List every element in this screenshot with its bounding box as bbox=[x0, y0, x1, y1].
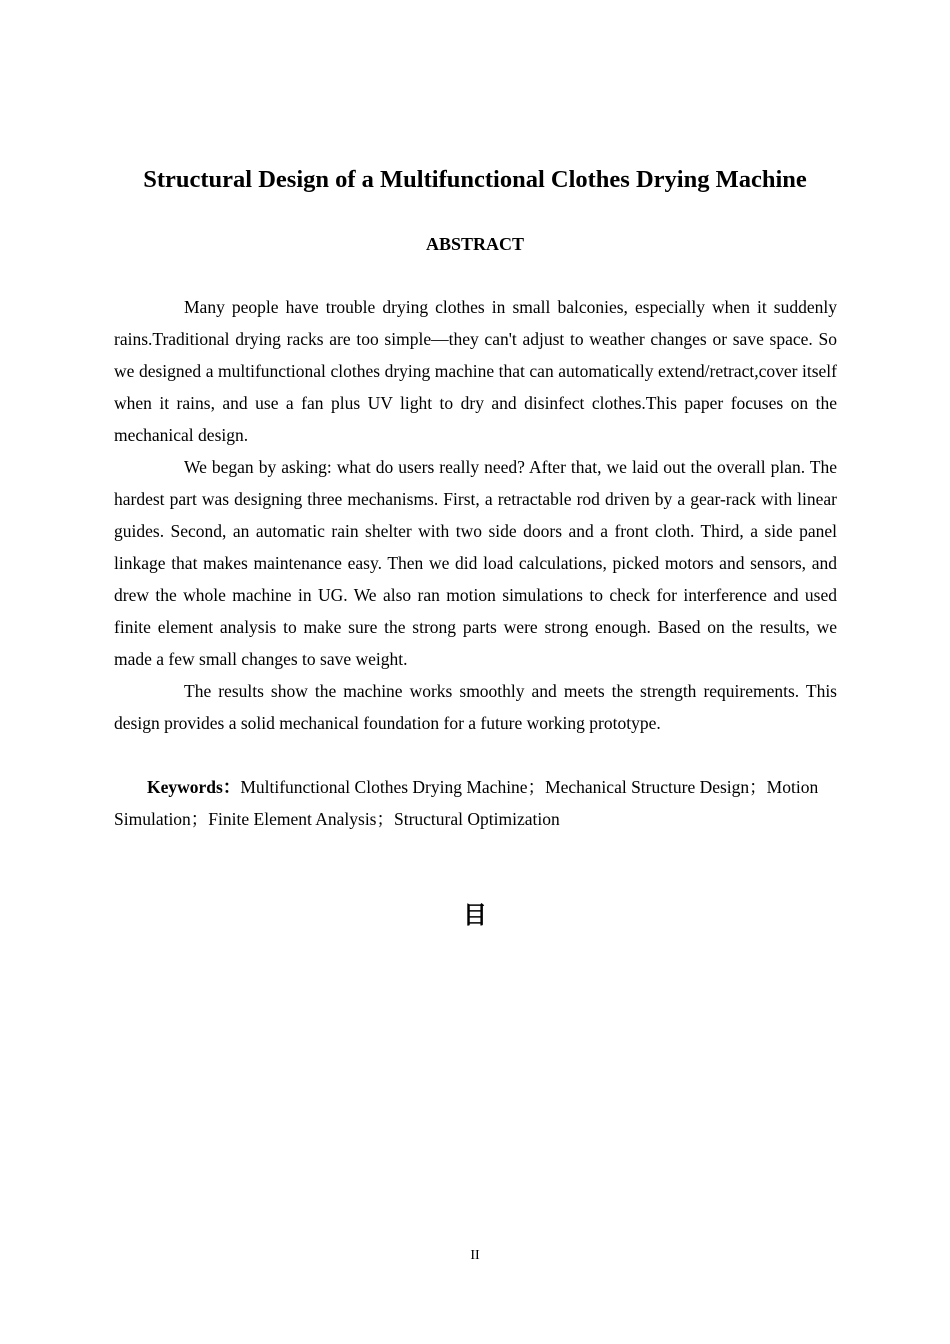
abstract-body bbox=[114, 291, 837, 739]
abstract-paragraph-2: We began by asking: what do users really need? After that, we laid out the overall plan. The hardest part was designing three mechanisms. First, a retractable rod driven by a gear-rack with linear guides. Second, an automatic rain shelter with two side doors and a front cloth. Third, a side panel linkage that makes maintenance easy. Then we did load calculations, picked motors and sensors, and drew the whole machine in UG. We also ran motion simulations to check for interference and used finite element analysis to make sure the strong parts were strong enough. Based on the results, we made a few small changes to save weight. bbox=[114, 457, 837, 669]
toc-heading: 目 bbox=[463, 901, 487, 929]
document-title: Structural Design of a Multifunctional Clothes Drying Machine bbox=[143, 166, 807, 193]
keywords-list: Multifunctional Clothes Drying Machine；Mechanical Structure Design；Motion Simulation；Finite Element Analysis；Structural Optimization bbox=[114, 777, 819, 829]
abstract-heading: ABSTRACT bbox=[425, 234, 525, 254]
page-number: II bbox=[470, 1248, 480, 1263]
abstract-paragraph-1: Many people have trouble drying clothes in small balconies, especially when it suddenly rains.Traditional drying racks are too simple—they can't adjust to weather changes or save space. So we designed a multifunctional clothes drying machine that can automatically extend/retract,cover itself when it rains, and use a fan plus UV light to dry and disinfect clothes.This paper focuses on the mechanical design. bbox=[114, 297, 837, 445]
keywords-label: Keywords： bbox=[147, 777, 241, 797]
keywords-block bbox=[114, 771, 837, 835]
abstract-paragraph-3: The results show the machine works smoothly and meets the strength requirements. This design provides a solid mechanical foundation for a future working prototype. bbox=[114, 681, 837, 733]
